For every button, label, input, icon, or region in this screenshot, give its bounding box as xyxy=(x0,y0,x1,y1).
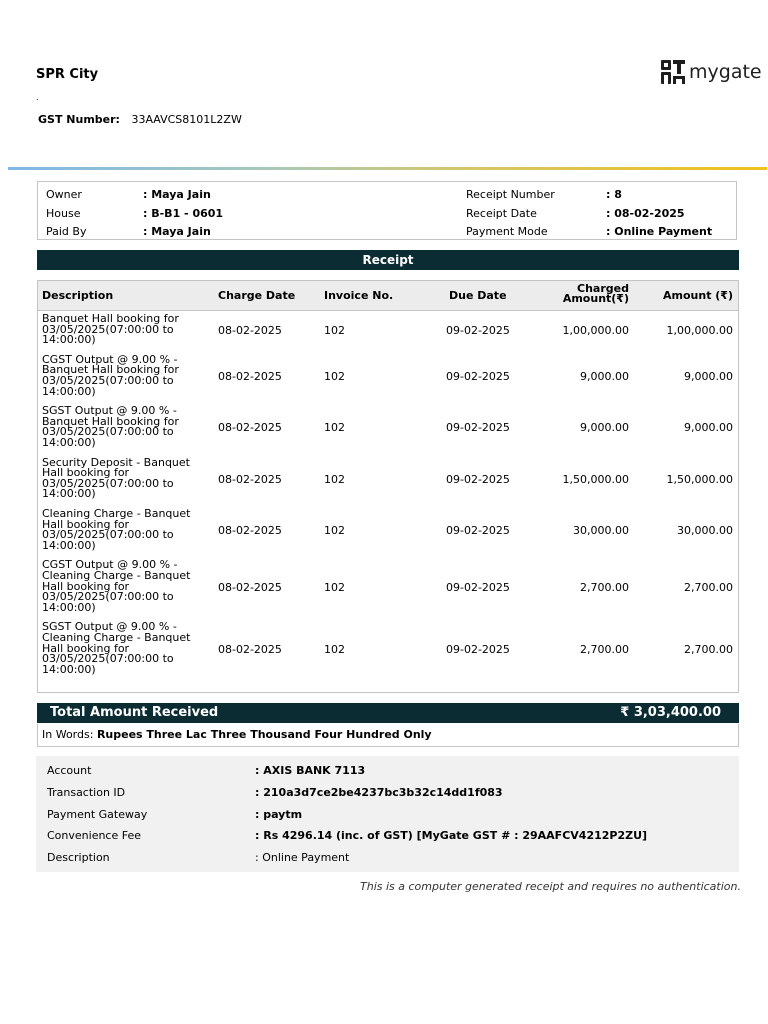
row-description-line: 14:00:00) xyxy=(42,435,96,449)
receipt-date-value: : 08-02-2025 xyxy=(606,207,685,220)
total-amount: ₹ 3,03,400.00 xyxy=(620,705,721,720)
total-bar xyxy=(37,703,739,723)
gradient-rule xyxy=(8,167,767,170)
row-amount: 30,000.00 xyxy=(677,524,733,538)
row-charged: 9,000.00 xyxy=(580,421,629,435)
row-invoice-no: 102 xyxy=(324,369,345,383)
row-amount: 2,700.00 xyxy=(684,642,733,656)
row-description-line: SGST Output @ 9.00 % - xyxy=(42,404,177,418)
row-due-date: 09-02-2025 xyxy=(446,472,510,486)
owner-label: Owner xyxy=(46,188,82,201)
row-due-date: 09-02-2025 xyxy=(446,642,510,656)
row-amount: 2,700.00 xyxy=(684,580,733,594)
total-label: Total Amount Received xyxy=(50,705,219,720)
payment-gateway-value: : paytm xyxy=(255,808,303,821)
row-charge-date: 08-02-2025 xyxy=(218,421,282,435)
row-charge-date: 08-02-2025 xyxy=(218,580,282,594)
table-row xyxy=(38,314,738,355)
row-charge-date: 08-02-2025 xyxy=(218,524,282,538)
row-due-date: 09-02-2025 xyxy=(446,524,510,538)
table-row xyxy=(38,622,738,684)
transaction-id-label: Transaction ID xyxy=(47,786,126,799)
in-words-label: In Words: xyxy=(42,728,94,741)
row-charge-date: 08-02-2025 xyxy=(218,472,282,486)
row-description-line: 03/05/2025(07:00:00 to xyxy=(42,590,174,604)
row-amount: 1,50,000.00 xyxy=(666,472,733,486)
house-value: : B-B1 - 0601 xyxy=(143,207,224,220)
mygate-logo-icon xyxy=(661,60,685,84)
row-description xyxy=(42,406,202,448)
row-amount: 9,000.00 xyxy=(684,369,733,383)
row-invoice-no: 102 xyxy=(324,524,345,538)
row-due-date: 09-02-2025 xyxy=(446,369,510,383)
col-description: Description xyxy=(42,289,114,302)
in-words-text: Rupees Three Lac Three Thousand Four Hundred Only xyxy=(96,728,432,741)
row-description xyxy=(42,560,202,613)
col-amount: Amount (₹) xyxy=(663,289,733,302)
mygate-logo xyxy=(661,60,762,84)
row-description xyxy=(42,622,202,675)
logo-wordmark: mygate xyxy=(689,61,762,83)
receipt-date-label: Receipt Date xyxy=(466,207,537,220)
row-description-line: 03/05/2025(07:00:00 to xyxy=(42,425,174,439)
row-description xyxy=(42,455,202,501)
row-description-line: Hall booking for xyxy=(42,517,130,531)
transaction-id-value: : 210a3d7ce2be4237bc3b32c14dd1f083 xyxy=(255,786,503,799)
row-charged: 1,00,000.00 xyxy=(562,323,629,337)
row-description-line: Hall booking for xyxy=(42,579,130,593)
row-description-line: Hall booking for xyxy=(42,466,130,480)
col-charged-line2: Amount(₹) xyxy=(562,292,629,305)
payment-mode-value: : Online Payment xyxy=(606,225,713,238)
row-description-line: Cleaning Charge - Banquet xyxy=(42,507,191,520)
row-description-line: 14:00:00) xyxy=(42,538,96,552)
row-description-line: Cleaning Charge - Banquet xyxy=(42,568,191,582)
row-invoice-no: 102 xyxy=(324,323,345,337)
row-amount: 1,00,000.00 xyxy=(666,323,733,337)
row-description-line: 03/05/2025(07:00:00 to xyxy=(42,373,174,387)
row-invoice-no: 102 xyxy=(324,421,345,435)
row-description-line: Security Deposit - Banquet xyxy=(42,455,190,469)
row-description xyxy=(42,352,202,398)
row-description-line: 14:00:00) xyxy=(42,384,96,398)
gst-line xyxy=(38,113,242,126)
row-description-line: SGST Output @ 9.00 % - xyxy=(42,620,177,634)
row-description-line: CGST Output @ 9.00 % - xyxy=(42,558,178,572)
amount-in-words xyxy=(37,724,739,747)
row-description-line: Banquet Hall booking for xyxy=(42,414,179,428)
row-charge-date: 08-02-2025 xyxy=(218,642,282,656)
col-due-date: Due Date xyxy=(449,289,507,302)
payment-mode-label: Payment Mode xyxy=(466,225,548,238)
row-description xyxy=(42,314,202,346)
paid-by-value: : Maya Jain xyxy=(143,225,211,238)
row-description-line: 14:00:00) xyxy=(42,600,96,614)
row-description-line: 14:00:00) xyxy=(42,333,96,347)
org-name: SPR City xyxy=(36,67,99,82)
gst-label: GST Number: xyxy=(38,113,120,126)
org-dot: . xyxy=(36,93,39,102)
gst-number: 33AAVCS8101L2ZW xyxy=(131,113,242,126)
row-invoice-no: 102 xyxy=(324,642,345,656)
row-description-line: 03/05/2025(07:00:00 to xyxy=(42,652,174,666)
account-label: Account xyxy=(47,764,92,777)
row-description-line: 14:00:00) xyxy=(42,487,96,501)
row-due-date: 09-02-2025 xyxy=(446,580,510,594)
convenience-fee-value: : Rs 4296.14 (inc. of GST) [MyGate GST # : 29AAFCV4212P2ZU] xyxy=(255,829,648,842)
row-invoice-no: 102 xyxy=(324,472,345,486)
charges-table xyxy=(37,280,739,693)
row-description-line: Cleaning Charge - Banquet xyxy=(42,630,191,644)
col-charge-date: Charge Date xyxy=(218,289,296,302)
row-charged: 30,000.00 xyxy=(573,524,629,538)
row-charged: 1,50,000.00 xyxy=(562,472,629,486)
row-description-line: Hall booking for xyxy=(42,641,130,655)
row-description-line: 03/05/2025(07:00:00 to xyxy=(42,528,174,542)
row-description-line: 03/05/2025(07:00:00 to xyxy=(42,476,174,490)
description-value: : Online Payment xyxy=(255,851,350,864)
receipt-title-bar: Receipt xyxy=(37,250,739,270)
row-invoice-no: 102 xyxy=(324,580,345,594)
convenience-fee-label: Convenience Fee xyxy=(47,829,141,842)
row-description xyxy=(42,509,202,551)
row-description-line: Banquet Hall booking for xyxy=(42,363,179,377)
table-row xyxy=(38,352,738,406)
col-invoice-no: Invoice No. xyxy=(324,289,394,302)
row-charge-date: 08-02-2025 xyxy=(218,369,282,383)
payment-gateway-label: Payment Gateway xyxy=(47,808,148,821)
house-label: House xyxy=(46,207,81,220)
table-row xyxy=(38,560,738,622)
row-charge-date: 08-02-2025 xyxy=(218,323,282,337)
table-row xyxy=(38,406,738,457)
row-description-line: 14:00:00) xyxy=(42,662,96,676)
paid-by-label: Paid By xyxy=(46,225,87,238)
row-description-line: CGST Output @ 9.00 % - xyxy=(42,352,178,366)
row-amount: 9,000.00 xyxy=(684,421,733,435)
receipt-number-label: Receipt Number xyxy=(466,188,555,201)
owner-value: : Maya Jain xyxy=(143,188,211,201)
table-row xyxy=(38,509,738,560)
row-charged: 2,700.00 xyxy=(580,642,629,656)
payment-details xyxy=(36,756,739,872)
row-charged: 2,700.00 xyxy=(580,580,629,594)
description-label: Description xyxy=(47,851,110,864)
account-value: : AXIS BANK 7113 xyxy=(255,764,366,777)
col-charged-line1: Charged xyxy=(577,282,629,295)
row-due-date: 09-02-2025 xyxy=(446,323,510,337)
row-description-line: 03/05/2025(07:00:00 to xyxy=(42,322,174,336)
col-charged-amount xyxy=(563,284,629,304)
row-due-date: 09-02-2025 xyxy=(446,421,510,435)
table-row xyxy=(38,455,738,509)
receipt-info-box xyxy=(37,181,737,240)
row-charged: 9,000.00 xyxy=(580,369,629,383)
footer-note: This is a computer generated receipt and requires no authentication. xyxy=(360,880,741,893)
receipt-number-value: : 8 xyxy=(606,188,622,201)
row-description-line: Banquet Hall booking for xyxy=(42,312,179,325)
table-header xyxy=(38,281,738,311)
